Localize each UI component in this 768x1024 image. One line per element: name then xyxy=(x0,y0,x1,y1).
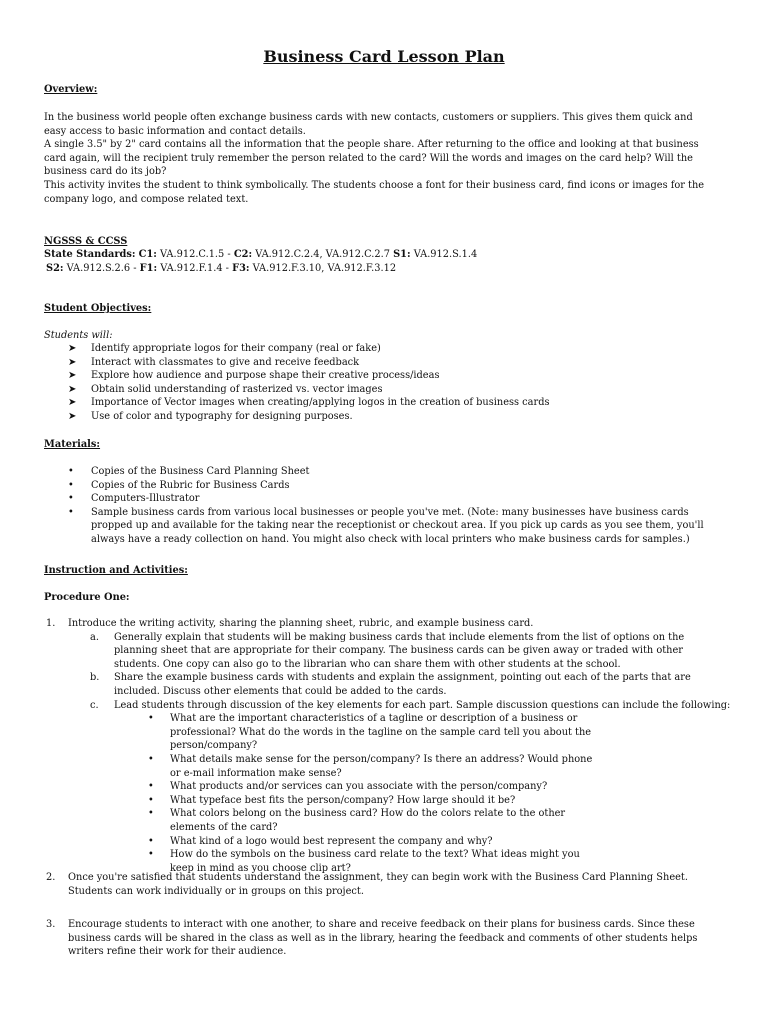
c2-value: VA.912.C.2.4, VA.912.C.2.7 xyxy=(255,249,390,260)
s1-label: S1: xyxy=(393,249,411,260)
c2-label: C2: xyxy=(233,249,253,260)
bullet-icon: • xyxy=(68,506,74,518)
s2-label: S2: xyxy=(46,262,64,274)
s2-value: VA.912.S.2.6 - xyxy=(66,262,137,274)
overview-card-size-paragraph: A single 3.5" by 2" card contains all the information that the people share. After returning to the office and looking at that business card again, will the recipient truly remember the person related to the card? Will the words and images on the card help? Will the business card do its job? xyxy=(44,139,699,178)
step-text: Encourage students to interact with one another, to share and receive feedback on their plans for business cards. Since these business cards will be shared in the class as well as in the library, hearing the feedback and comments of other students helps writers refine their work for their audience. xyxy=(68,919,698,958)
overview-section xyxy=(44,111,716,206)
list-item: • What products and/or services can you associate with the person/company? xyxy=(148,781,548,793)
f3-value: VA.912.F.3.10, VA.912.F.3.12 xyxy=(252,262,397,274)
bullet-icon: • xyxy=(148,849,154,861)
list-item: • What details make sense for the person/company? Is there an address? Would phone or e-mail information make sense? xyxy=(148,753,593,779)
list-item: ➤ Identify appropriate logos for their company (real or fake) xyxy=(68,343,381,354)
list-item: • Computers-Illustrator xyxy=(68,493,200,505)
bullet-icon: • xyxy=(148,808,154,820)
step-text: Once you're satisfied that students understand the assignment, they can begin work with the Business Card Planning Sheet. Students can work individually or in groups on this project. xyxy=(68,872,688,897)
list-item: ➤ Obtain solid understanding of rasterized vs. vector images xyxy=(68,383,383,395)
list-item: • Copies of the Business Card Planning Sheet xyxy=(68,466,310,477)
arrow-bullet-icon: ➤ xyxy=(68,397,77,409)
list-item: • Sample business cards from various local businesses or people you've met. (Note: many businesses have business cards propped up and available for the taking near the receptionist or checkout area. If you pick up cards as you see them, you'll always have a ready collection on hand. You might also check with local printers who make business cards for samples.) xyxy=(68,506,704,545)
sub-item-c: c. Lead students through discussion of the key elements for each part. Sample discussion questions can include the following: xyxy=(90,699,731,711)
overview-activity-paragraph: This activity invites the student to think symbolically. The students choose a font for their business card, find icons or images for the company logo, and compose related text. xyxy=(44,179,705,205)
materials-list xyxy=(44,465,716,547)
discussion-questions-list xyxy=(44,712,604,875)
step-text: Introduce the writing activity, sharing the planning sheet, rubric, and example business card. xyxy=(68,618,534,629)
arrow-bullet-icon: ➤ xyxy=(68,410,77,422)
bullet-icon: • xyxy=(68,493,74,505)
procedure-heading: Procedure One: xyxy=(44,592,130,603)
bullet-icon: • xyxy=(68,466,74,477)
list-item: • Copies of the Rubric for Business Cards xyxy=(68,479,290,491)
overview-paragraph: In the business world people often exchange business cards with new contacts, customers or suppliers. This gives them quick and easy access to basic information and contact details. xyxy=(44,112,693,137)
arrow-bullet-icon: ➤ xyxy=(68,356,77,368)
step-number: 2. xyxy=(46,872,56,883)
standards-heading: NGSSS & CCSS xyxy=(44,236,128,247)
bullet-icon: • xyxy=(68,479,74,491)
sub-item-b: b. Share the example business cards with students and explain the assignment, pointing out each of the parts that are included. Discuss other elements that could be added to the cards. xyxy=(90,672,691,697)
materials-heading: Materials: xyxy=(44,439,101,450)
s1-value: VA.912.S.1.4 xyxy=(413,249,478,260)
objectives-heading: Student Objectives: xyxy=(44,303,152,314)
bullet-icon: • xyxy=(148,713,154,725)
f3-label: F3: xyxy=(232,262,250,274)
c1-value: VA.912.C.1.5 - xyxy=(160,249,231,260)
list-item: ➤ Use of color and typography for designing purposes. xyxy=(68,410,353,422)
f1-label: F1: xyxy=(139,262,158,274)
list-item: ➤ Interact with classmates to give and receive feedback xyxy=(68,356,360,368)
step-2 xyxy=(44,871,716,898)
step-number: 1. xyxy=(46,618,56,629)
list-item: ➤ Importance of Vector images when creating/applying logos in the creation of business cards xyxy=(68,397,550,409)
bullet-icon: • xyxy=(148,753,154,765)
overview-heading: Overview: xyxy=(44,84,98,95)
state-standards-label: State Standards: xyxy=(44,249,136,260)
sub-item-a: a. Generally explain that students will be making business cards that include elements from the list of options on the planning sheet that are appropriate for their company. The business cards can be given away or traded with other students. One copy can also go to the librarian who can share them with other students at the school. xyxy=(90,631,685,670)
bullet-icon: • xyxy=(148,835,154,847)
arrow-bullet-icon: ➤ xyxy=(68,383,77,395)
bullet-icon: • xyxy=(148,794,154,806)
objectives-list xyxy=(44,342,734,424)
list-item: • How do the symbols on the business card relate to the text? What ideas might you keep in mind as you choose clip art? xyxy=(148,849,580,874)
bullet-icon: • xyxy=(148,781,154,793)
arrow-bullet-icon: ➤ xyxy=(68,343,77,354)
sub-item-letter: a. xyxy=(90,631,99,643)
arrow-bullet-icon: ➤ xyxy=(68,370,77,382)
objectives-intro: Students will: xyxy=(44,330,113,341)
list-item: • What colors belong on the business card? How do the colors relate to the other elements of the card? xyxy=(148,808,566,833)
list-item: ➤ Explore how audience and purpose shape their creative process/ideas xyxy=(68,370,440,382)
sub-item-letter: b. xyxy=(90,672,100,684)
list-item: • What kind of a logo would best represent the company and why? xyxy=(148,835,493,847)
page-title: Business Card Lesson Plan xyxy=(263,47,505,66)
list-item: • What typeface best fits the person/company? How large should it be? xyxy=(148,794,516,806)
step-number: 3. xyxy=(46,919,56,930)
c1-label: C1: xyxy=(138,249,157,260)
list-item: • What are the important characteristics of a tagline or description of a business or professional? What do the words in the tagline on the sample card tell you about the person/company? xyxy=(148,713,592,752)
step-3 xyxy=(44,918,726,959)
instruction-heading: Instruction and Activities: xyxy=(44,565,188,576)
sub-item-letter: c. xyxy=(90,699,99,711)
f1-value: VA.912.F.1.4 - xyxy=(160,262,229,274)
step-1 xyxy=(44,617,734,875)
standards-block xyxy=(44,248,734,275)
